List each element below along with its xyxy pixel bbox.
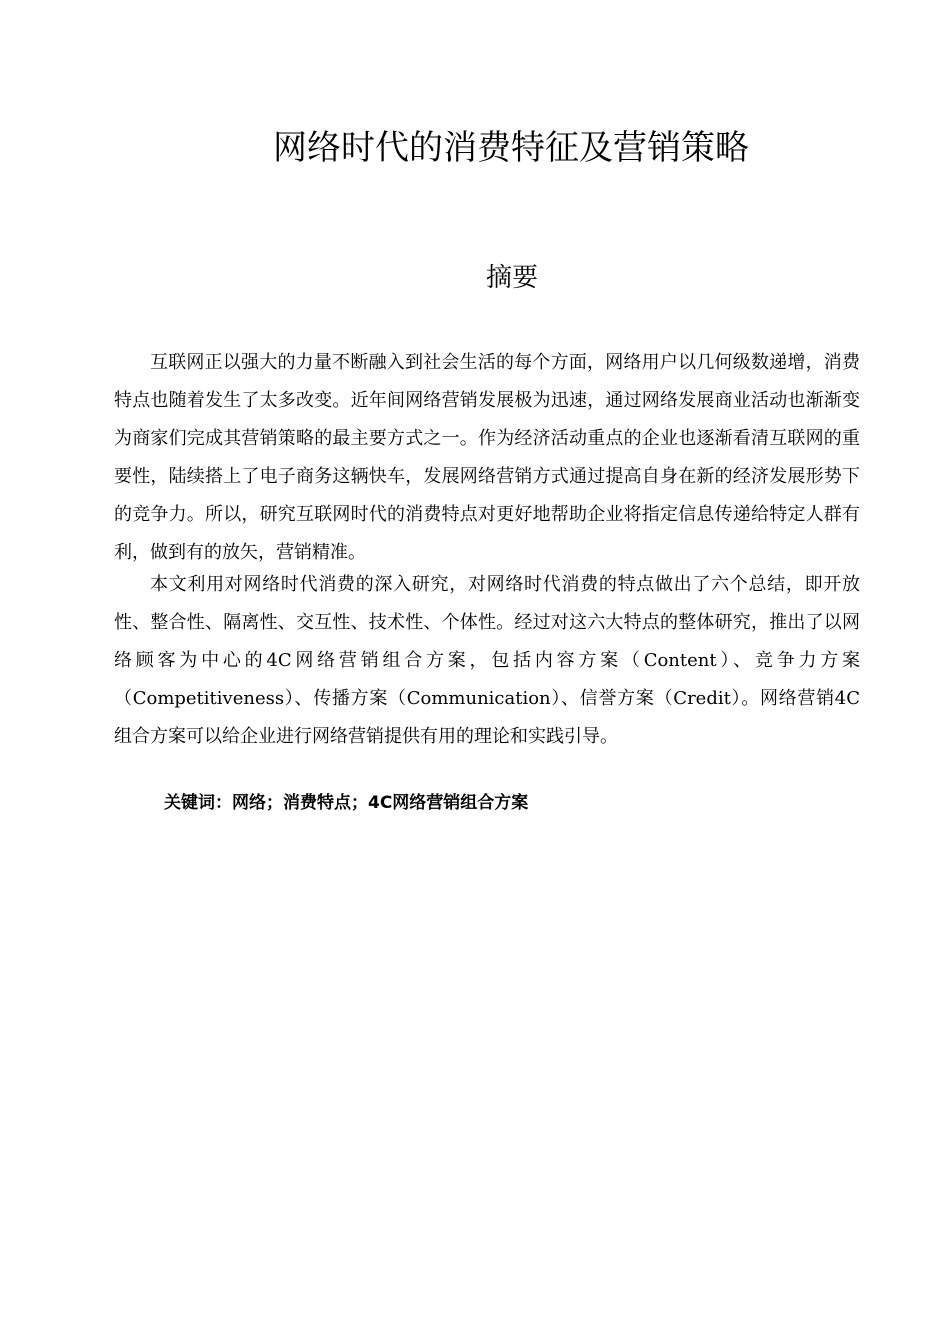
abstract-heading: 摘要 xyxy=(485,263,538,293)
keywords-line: 关键词：网络；消费特点；4C网络营销组合方案 xyxy=(164,793,529,813)
abstract-paragraph-1: 互联网正以强大的力量不断融入到社会生活的每个方面，网络用户以几何级数递增，消费特点也随着发生了太多改变。近年间网络营销发展极为迅速，通过网络发展商业活动也渐渐变为商家们完成其营销策略的最主要方式之一。作为经济活动重点的企业也逐渐看清互联网的重要性，陆续搭上了电子商务这辆快车，发展网络营销方式通过提高自身在新的经济发展形势下的竞争力。所以，研究互联网时代的消费特点对更好地帮助企业将指定信息传递给特定人群有利，做到有的放矢，营销精准。 xyxy=(114,352,860,563)
document-title: 网络时代的消费特征及营销策略 xyxy=(273,128,749,168)
abstract-paragraph-2: 本文利用对网络时代消费的深入研究，对网络时代消费的特点做出了六个总结，即开放性、整合性、隔离性、交互性、技术性、个体性。经过对这六大特点的整体研究，推出了以网络顾客为中心的4C网络营销组合方案，包括内容方案（Content）、竞争力方案（Competitiveness）、传播方案（Communication）、信誉方案（Credit）。网络营销4C组合方案可以给企业进行网络营销提供有用的理论和实践引导。 xyxy=(114,574,860,747)
